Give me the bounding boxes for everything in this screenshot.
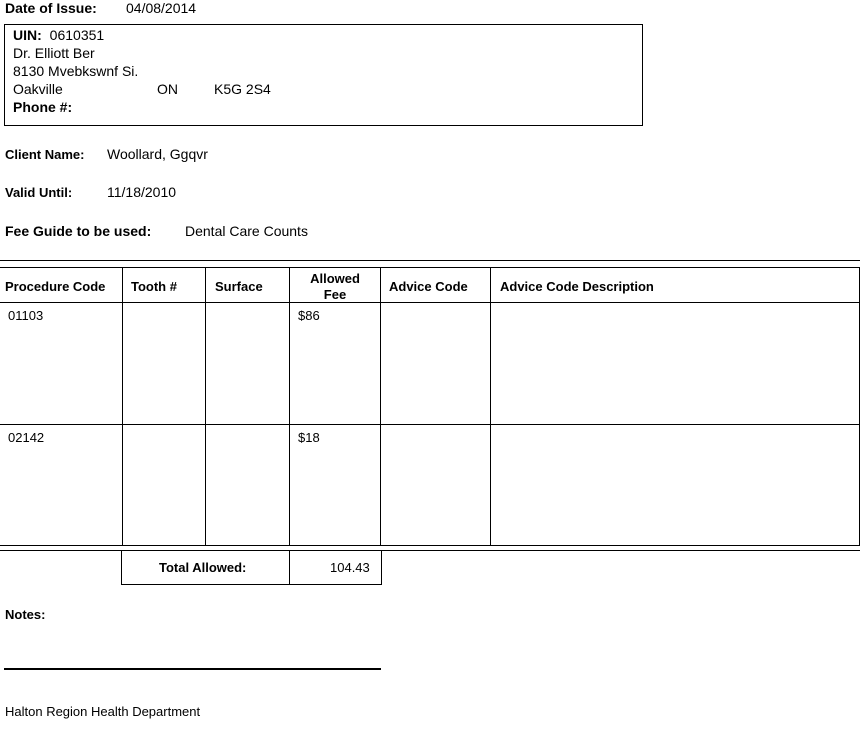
table-header-bottom-border	[0, 302, 860, 303]
provider-city: Oakville	[13, 81, 63, 97]
provider-name: Dr. Elliott Ber	[13, 45, 95, 61]
provider-info-box	[4, 24, 643, 126]
total-allowed-box	[121, 550, 382, 585]
fee-guide-label: Fee Guide to be used:	[5, 223, 152, 239]
total-allowed-label: Total Allowed:	[159, 560, 247, 575]
table-bottom-border	[0, 545, 860, 546]
header-procedure-code: Procedure Code	[5, 279, 106, 294]
valid-until-label: Valid Until:	[5, 185, 73, 200]
client-name-value: Woollard, Ggqvr	[107, 146, 208, 162]
header-surface: Surface	[215, 279, 263, 294]
col-divider	[490, 267, 491, 545]
fee-guide-value: Dental Care Counts	[185, 223, 308, 239]
date-of-issue-label: Date of Issue:	[5, 0, 97, 16]
date-of-issue-value: 04/08/2014	[126, 0, 197, 16]
department-name: Halton Region Health Department	[5, 704, 201, 719]
header-advice-code: Advice Code	[389, 279, 468, 294]
total-divider	[289, 550, 290, 584]
provider-street: 8130 Mvebkswnf Si.	[13, 63, 139, 79]
client-name-label: Client Name:	[5, 147, 85, 162]
col-divider	[205, 267, 206, 545]
col-divider	[380, 267, 381, 545]
header-tooth: Tooth #	[131, 279, 177, 294]
total-allowed-value: 104.43	[330, 560, 370, 575]
header-advice-code-description: Advice Code Description	[500, 279, 654, 294]
col-divider	[122, 267, 123, 545]
procedure-code-cell: 01103	[8, 308, 44, 323]
header-allowed-fee-line1: Allowed	[310, 271, 360, 286]
table-right-border	[859, 267, 860, 545]
allowed-fee-cell: $86	[298, 308, 320, 323]
table-row-divider	[0, 424, 860, 425]
uin-value: 0610351	[49, 27, 105, 43]
provider-province: ON	[157, 81, 178, 97]
notes-line	[4, 668, 381, 670]
col-divider	[289, 267, 290, 545]
provider-postal-code: K5G 2S4	[214, 81, 271, 97]
table-header-top-border	[0, 267, 860, 268]
uin-label: UIN:	[13, 27, 42, 43]
phone-label: Phone #:	[13, 99, 73, 115]
uin-line	[13, 26, 104, 44]
valid-until-value: 11/18/2010	[107, 184, 177, 200]
header-allowed-fee-line2: Fee	[323, 287, 347, 302]
notes-label: Notes:	[5, 607, 46, 622]
procedure-code-cell: 02142	[8, 430, 45, 445]
table-top-rule	[0, 260, 860, 261]
allowed-fee-cell: $18	[298, 430, 320, 445]
